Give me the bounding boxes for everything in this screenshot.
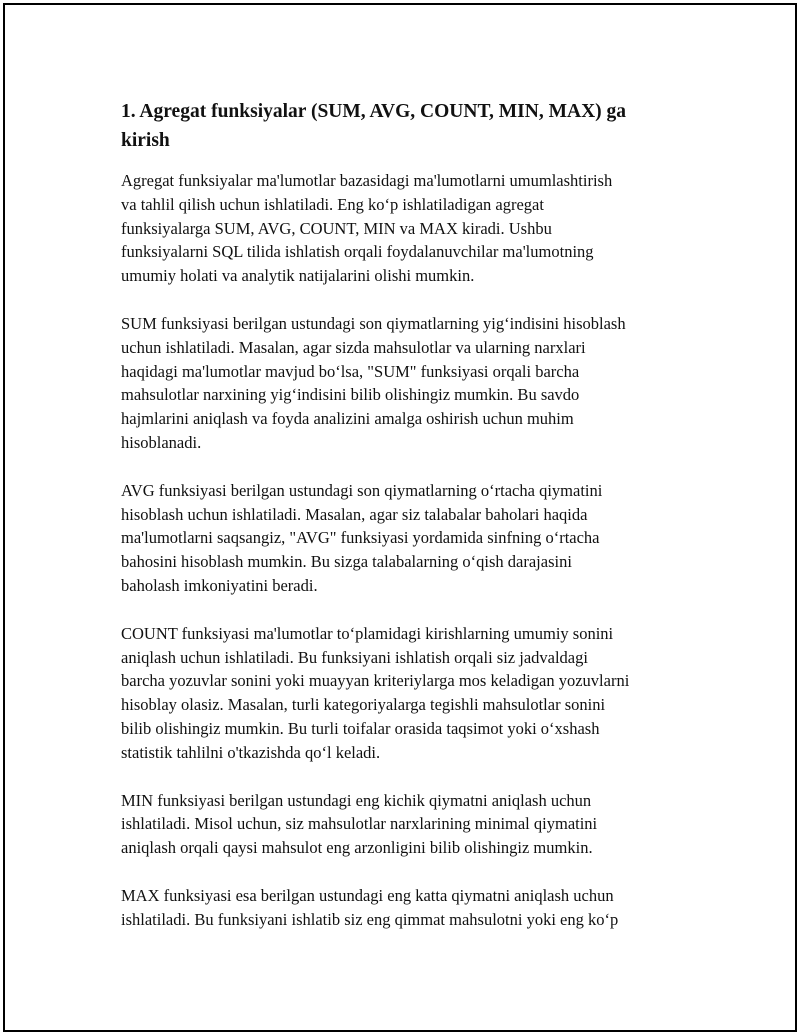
text-line: baholash imkoniyatini beradi.: [121, 575, 318, 595]
paragraph-min: [121, 789, 701, 860]
document-body: [121, 97, 701, 956]
paragraph-count: [121, 622, 701, 765]
text-line: mahsulotlar narxining yig‘indisini bilib olishingiz mumkin. Bu savdo: [121, 385, 580, 405]
text-line: umumiy holati va analytik natijalarini olishi mumkin.: [121, 266, 475, 286]
paragraph-intro: [121, 169, 701, 288]
text-line: aniqlash uchun ishlatiladi. Bu funksiyani ishlatish orqali siz jadvaldagi: [121, 647, 588, 667]
text-line: Agregat funksiyalar ma'lumotlar bazasidagi ma'lumotlarni umumlashtirish: [121, 171, 613, 190]
paragraph-sum: [121, 312, 701, 455]
text-line: AVG funksiyasi berilgan ustundagi son qiymatlarning o‘rtacha qiymatini: [121, 480, 603, 500]
text-line: ishlatiladi. Misol uchun, siz mahsulotlar narxlarining minimal qiymatini: [121, 814, 598, 834]
text-line: hisoblanadi.: [121, 432, 202, 452]
text-line: MIN funksiyasi berilgan ustundagi eng kichik qiymatni aniqlash uchun: [121, 790, 592, 810]
section-heading: [121, 97, 701, 155]
paragraph-avg: [121, 479, 701, 598]
text-line: hisoblash uchun ishlatiladi. Masalan, agar siz talabalar baholari haqida: [121, 504, 588, 524]
text-line: ishlatiladi. Bu funksiyani ishlatib siz eng qimmat mahsulotni yoki eng ko‘p: [121, 909, 619, 929]
text-line: bahosini hisoblash mumkin. Bu sizga talabalarning o‘qish darajasini: [121, 552, 572, 572]
text-line: aniqlash orqali qaysi mahsulot eng arzonligini bilib olishingiz mumkin.: [121, 838, 593, 858]
text-line: hajmlarini aniqlash va foyda analizini amalga oshirish uchun muhim: [121, 409, 574, 429]
text-line: statistik tahlilni o'tkazishda qo‘l keladi.: [121, 742, 381, 762]
page-frame: [3, 3, 797, 1032]
text-line: MAX funksiyasi esa berilgan ustundagi eng katta qiymatni aniqlash uchun: [121, 885, 614, 905]
heading-line: kirish: [121, 130, 170, 151]
text-line: barcha yozuvlar sonini yoki muayyan kriteriylarga mos keladigan yozuvlarni: [121, 671, 630, 691]
text-line: hisoblay olasiz. Masalan, turli kategoriyalarga tegishli mahsulotlar sonini: [121, 695, 606, 715]
text-line: funksiyalarga SUM, AVG, COUNT, MIN va MAX kiradi. Ushbu: [121, 218, 552, 238]
text-line: bilib olishingiz mumkin. Bu turli toifalar orasida taqsimot yoki o‘xshash: [121, 718, 600, 738]
text-line: COUNT funksiyasi ma'lumotlar to‘plamidagi kirishlarning umumiy sonini: [121, 623, 614, 643]
text-line: va tahlil qilish uchun ishlatiladi. Eng ko‘p ishlatiladigan agregat: [121, 194, 544, 214]
text-line: haqidagi ma'lumotlar mavjud bo‘lsa, "SUM" funksiyasi orqali barcha: [121, 361, 580, 381]
text-line: ma'lumotlarni saqsangiz, "AVG" funksiyasi yordamida sinfning o‘rtacha: [121, 528, 600, 548]
paragraph-max: [121, 884, 701, 932]
text-line: funksiyalarni SQL tilida ishlatish orqali foydalanuvchilar ma'lumotning: [121, 242, 594, 262]
text-line: uchun ishlatiladi. Masalan, agar sizda mahsulotlar va ularning narxlari: [121, 337, 586, 357]
text-line: SUM funksiyasi berilgan ustundagi son qiymatlarning yig‘indisini hisoblash: [121, 313, 626, 333]
heading-line: 1. Agregat funksiyalar (SUM, AVG, COUNT, MIN, MAX) ga: [121, 101, 627, 122]
